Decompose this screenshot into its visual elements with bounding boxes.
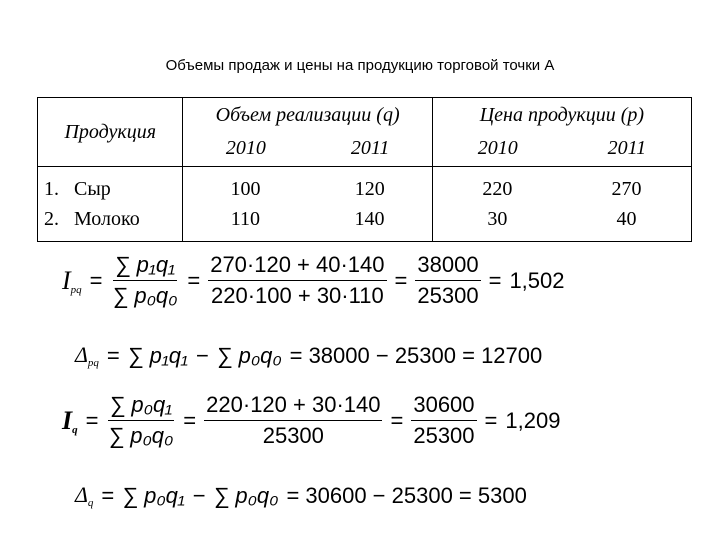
iq-value-fraction [411, 392, 476, 449]
dq-lhs: $\Delta_q$ [75, 482, 94, 509]
dq-term1: ∑ p₀q₁ [122, 482, 185, 508]
p2010-row1: 220 [482, 178, 513, 200]
ipq-den-expr: 220·100 + 30·110 [211, 283, 384, 308]
iq-num-sym: ∑ p₀q₁ [108, 392, 174, 421]
product-name-2: Молоко [74, 208, 140, 230]
formula-ipq: $I_{pq}$ = $\frac{\text{∑ p₁q₁}}{\text{∑ p₀q₀}}$ = $\frac{270\cdot 120 + 40\cdot 140}{220\cdot 100 + 30\cdot 110}$ = $\frac{38000}{25300}$ = 1,502 [62, 252, 565, 308]
volume-cell [183, 167, 432, 242]
q2011-row2: 140 [354, 208, 385, 230]
iq-num-val: 30600 [411, 392, 476, 421]
iq-result: 1,209 [505, 407, 561, 433]
body-row [38, 167, 692, 242]
iq-den-val: 25300 [413, 423, 475, 448]
header-product [38, 98, 183, 167]
ipq-den-sym: ∑ p₀q₀ [112, 283, 178, 308]
ipq-den-val: 25300 [417, 283, 479, 308]
ipq-symbolic-fraction [111, 252, 180, 309]
iq-den-sym: ∑ p₀q₀ [108, 423, 174, 448]
price-cell [432, 167, 691, 242]
ipq-result: 1,502 [509, 267, 565, 293]
q2010-row2: 110 [230, 208, 260, 230]
iq-den-expr: 25300 [262, 423, 324, 448]
dq-term2: ∑ p₀q₀ [213, 482, 279, 508]
ipq-value-fraction [415, 252, 480, 309]
product-cell [38, 167, 183, 242]
product-num-2: 2. [44, 208, 59, 230]
iq-symbolic-fraction [106, 392, 175, 449]
header-price-label: Цена продукции (p) [479, 104, 645, 126]
product-name-1: Сыр [74, 178, 111, 200]
formula-dpq: $\Delta_{pq}$ = ∑ p₁q₁ − ∑ p₀q₀ = 38000 − 25300 = 12700 [75, 342, 543, 369]
iq-expr-fraction [204, 392, 382, 449]
ipq-num-expr: 270·120 + 40·140 [208, 252, 386, 281]
header-product-label: Продукция [64, 120, 156, 143]
ipq-lhs: $I_{pq}$ [62, 265, 82, 296]
header-volume [183, 98, 432, 167]
dq-expr: = 30600 − 25300 = 5300 [286, 482, 527, 508]
formula-dq: $\Delta_q$ = ∑ p₀q₁ − ∑ p₀q₀ = 30600 − 25300 = 5300 [75, 482, 527, 509]
header-price [432, 98, 691, 167]
q2010-row1: 100 [230, 178, 261, 200]
p2010-row2: 30 [487, 208, 508, 230]
ipq-expr-fraction [208, 252, 386, 309]
dpq-term1: ∑ p₁q₁ [127, 342, 188, 368]
header-volume-year2: 2011 [350, 137, 390, 159]
header-row [38, 98, 692, 167]
page-title: Объемы продаж и цены на продукцию торговой точки А [165, 57, 555, 74]
dpq-term2: ∑ p₀q₀ [216, 342, 282, 368]
q2011-row1: 120 [354, 178, 385, 200]
formula-iq: $I_q$ = $\frac{\text{∑ p₀q₁}}{\text{∑ p₀q₀}}$ = $\frac{220\cdot 120 + 30\cdot 140}{25300}$ = $\frac{30600}{25300}$ = 1,209 [62, 392, 561, 448]
dpq-lhs: $\Delta_{pq}$ [75, 342, 99, 369]
dpq-expr: = 38000 − 25300 = 12700 [289, 342, 543, 368]
ipq-num-sym: ∑ p₁q₁ [113, 252, 177, 281]
header-price-year1: 2010 [477, 137, 518, 159]
sales-table [37, 97, 692, 242]
product-item-1 [44, 174, 182, 204]
ipq-num-val: 38000 [415, 252, 480, 281]
iq-lhs: $I_q$ [62, 405, 78, 436]
p2011-row2: 40 [616, 208, 637, 230]
header-volume-label: Объем реализации (q) [215, 104, 400, 126]
p2011-row1: 270 [611, 178, 642, 200]
header-volume-year1: 2010 [225, 137, 266, 159]
iq-num-expr: 220·120 + 30·140 [204, 392, 382, 421]
product-num-1: 1. [44, 178, 59, 200]
product-item-2 [44, 204, 182, 234]
header-price-year2: 2011 [607, 137, 647, 159]
